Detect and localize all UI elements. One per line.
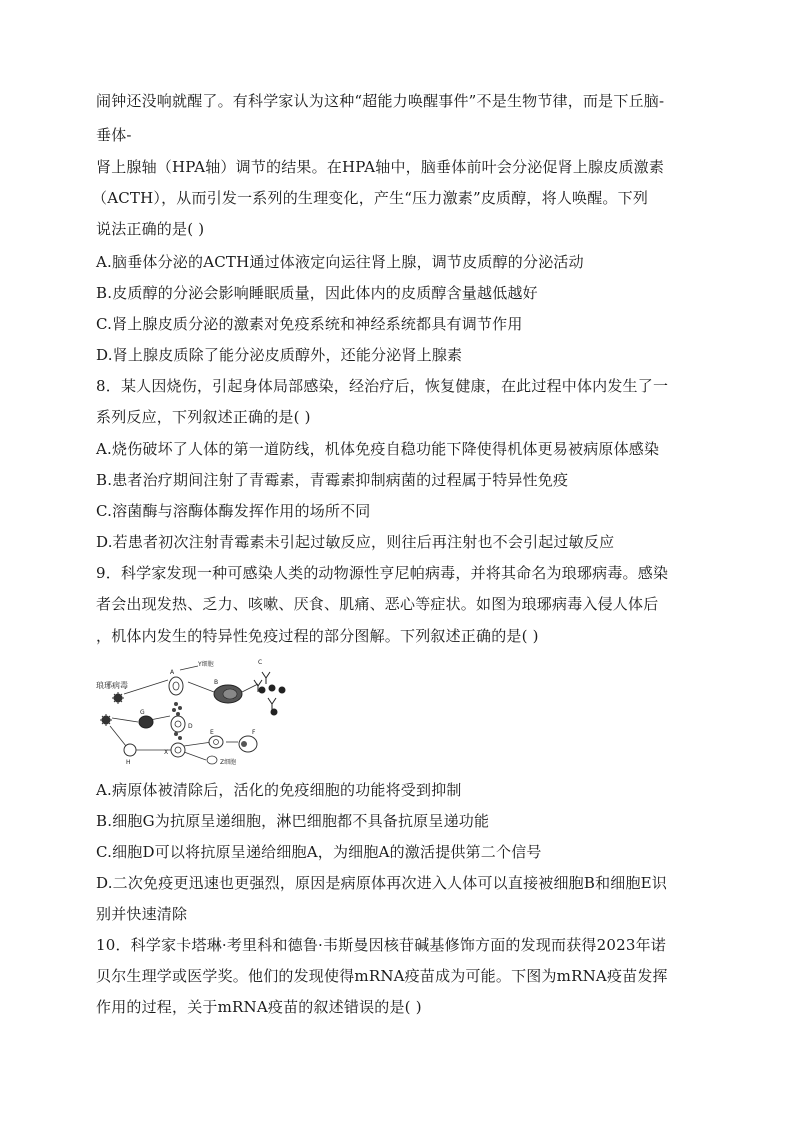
q7-text-line-1: 闹钟还没响就醒了。有科学家认为这种“超能力唤醒事件”不是生物节律，而是下丘脑- [96, 92, 665, 110]
z-cell-label: Z细胞 [220, 759, 237, 766]
svg-text:B: B [214, 679, 219, 686]
q8-option-b: B.患者治疗期间注射了青霉素，青霉素抑制病菌的过程属于特异性免疫 [96, 471, 569, 489]
q9-option-d-line-1: D.二次免疫更迅速也更强烈，原因是病原体再次进入人体可以直接被细胞B和细胞E识 [96, 874, 668, 892]
q8-text-line-2: 系列反应，下列叙述正确的是( ) [96, 408, 311, 426]
q8-option-a: A.烧伤破坏了人体的第一道防线，机体免疫自稳功能下降使得机体更易被病原体感染 [96, 440, 660, 458]
q8-option-d: D.若患者初次注射青霉素未引起过敏反应，则往后再注射也不会引起过敏反应 [96, 533, 615, 551]
cell-x [164, 743, 185, 757]
antibody-icon [254, 672, 285, 715]
q9-text-line-1: 9．科学家发现一种可感染人类的动物源性亨尼帕病毒，并将其命名为琅琊病毒。感染 [96, 564, 669, 582]
q9-option-b: B.细胞G为抗原呈递细胞，淋巴细胞都不具备抗原呈递功能 [96, 812, 490, 830]
q7-text-line-4: （ACTH），从而引发一系列的生理变化，产生“压力激素”皮质醇，将人唤醒。下列 [92, 189, 649, 207]
q10-text-line-1: 10．科学家卡塔琳·考里科和德鲁·韦斯曼因核苷碱基修饰方面的发现而获得2023年诺 [96, 936, 667, 954]
q8-option-c: C.溶菌酶与溶酶体酶发挥作用的场所不同 [96, 502, 371, 520]
y-cell-label: Y细胞 [198, 661, 214, 668]
cell-g [139, 709, 153, 728]
label-c: C [258, 659, 263, 666]
q9-text-line-2: 者会出现发热、乏力、咳嗽、厌食、肌痛、恶心等症状。如图为琅琊病毒入侵人体后 [96, 595, 659, 613]
svg-text:E: E [210, 729, 214, 736]
q7-text-line-5: 说法正确的是( ) [96, 220, 205, 238]
cell-e [209, 729, 223, 748]
virus-icon [100, 692, 124, 726]
cell-b [214, 679, 242, 703]
q7-text-line-2: 垂体- [96, 126, 132, 144]
q7-option-c: C.肾上腺皮质分泌的激素对免疫系统和神经系统都具有调节作用 [96, 315, 523, 333]
svg-text:G: G [140, 709, 145, 716]
q10-text-line-2: 贝尔生理学或医学奖。他们的发现使得mRNA疫苗成为可能。下图为mRNA疫苗发挥 [96, 967, 668, 985]
cell-f [239, 729, 257, 752]
q7-option-b: B.皮质醇的分泌会影响睡眠质量，因此体内的皮质醇含量越低越好 [96, 284, 538, 302]
figure-virus-label: 琅琊病毒 [96, 681, 128, 690]
z-cell-shape [207, 756, 217, 764]
cell-h [124, 744, 136, 766]
q9-option-c: C.细胞D可以将抗原呈递给细胞A，为细胞A的激活提供第二个信号 [96, 843, 542, 861]
q7-text-line-3: 肾上腺轴（HPA轴）调节的结果。在HPA轴中，脑垂体前叶会分泌促肾上腺皮质激素 [96, 158, 665, 176]
q7-option-d: D.肾上腺皮质除了能分泌皮质醇外，还能分泌肾上腺素 [96, 346, 463, 364]
cell-a [169, 669, 183, 695]
immune-process-figure [92, 654, 308, 772]
q8-text-line-1: 8．某人因烧伤，引起身体局部感染，经治疗后，恢复健康，在此过程中体内发生了一 [96, 377, 669, 395]
svg-text:A: A [170, 669, 175, 676]
svg-text:F: F [252, 729, 256, 736]
q9-option-d-line-2: 别并快速清除 [96, 905, 188, 923]
svg-text:H: H [126, 759, 131, 766]
svg-text:X: X [164, 749, 169, 756]
q10-text-line-3: 作用的过程，关于mRNA疫苗的叙述错误的是( ) [96, 998, 422, 1016]
svg-text:D: D [188, 723, 193, 730]
q9-option-a: A.病原体被清除后，活化的免疫细胞的功能将受到抑制 [96, 781, 462, 799]
cell-d [171, 702, 193, 740]
q7-option-a: A.脑垂体分泌的ACTH通过体液定向运往肾上腺，调节皮质醇的分泌活动 [96, 253, 584, 271]
q9-text-line-3: ，机体内发生的特异性免疫过程的部分图解。下列叙述正确的是( ) [96, 627, 539, 645]
